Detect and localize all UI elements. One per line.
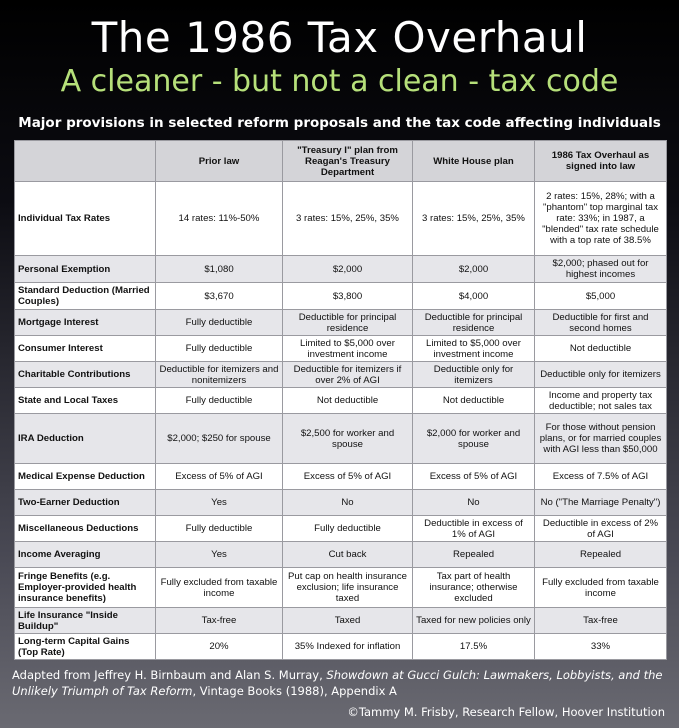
table-cell: Excess of 5% of AGI bbox=[283, 464, 413, 490]
table-cell: $1,080 bbox=[156, 256, 283, 283]
table-row bbox=[15, 256, 667, 283]
table-cell: Limited to $5,000 over investment income bbox=[413, 336, 535, 362]
table-cell: Fully deductible bbox=[156, 310, 283, 336]
table-cell: Excess of 7.5% of AGI bbox=[535, 464, 667, 490]
table-cell: $3,800 bbox=[283, 283, 413, 310]
table-cell: Deductible for itemizers and nonitemizers bbox=[156, 362, 283, 388]
table-header-row bbox=[15, 141, 667, 182]
table-cell: Not deductible bbox=[535, 336, 667, 362]
table-cell: $2,500 for worker and spouse bbox=[283, 414, 413, 464]
table-cell: 17.5% bbox=[413, 634, 535, 660]
table-cell: For those without pension plans, or for married couples with AGI less than $50,000 bbox=[535, 414, 667, 464]
table-cell: Taxed for new policies only bbox=[413, 608, 535, 634]
table-cell: Limited to $5,000 over investment income bbox=[283, 336, 413, 362]
table-row bbox=[15, 336, 667, 362]
row-label: Medical Expense Deduction bbox=[15, 464, 156, 490]
table-cell: Deductible in excess of 1% of AGI bbox=[413, 516, 535, 542]
table-cell: Tax part of health insurance; otherwise excluded bbox=[413, 568, 535, 608]
table-cell: 14 rates: 11%-50% bbox=[156, 182, 283, 256]
table-cell: Repealed bbox=[535, 542, 667, 568]
table-cell: $2,000 bbox=[283, 256, 413, 283]
table-cell: Deductible for first and second homes bbox=[535, 310, 667, 336]
table-cell: Deductible only for itemizers bbox=[535, 362, 667, 388]
copyright-notice: ©Tammy M. Frisby, Research Fellow, Hoover Institution bbox=[347, 705, 665, 719]
table-cell: Put cap on health insurance exclusion; life insurance taxed bbox=[283, 568, 413, 608]
column-header-1986-law: 1986 Tax Overhaul as signed into law bbox=[535, 141, 667, 182]
table-cell: Yes bbox=[156, 490, 283, 516]
source-suffix: , Vintage Books (1988), Appendix A bbox=[192, 684, 397, 698]
table-cell: $4,000 bbox=[413, 283, 535, 310]
table-cell: $2,000; $250 for spouse bbox=[156, 414, 283, 464]
table-cell: No bbox=[283, 490, 413, 516]
row-label: Two-Earner Deduction bbox=[15, 490, 156, 516]
row-label: Personal Exemption bbox=[15, 256, 156, 283]
table-caption: Major provisions in selected reform proposals and the tax code affecting individuals bbox=[18, 115, 661, 131]
table-cell: Deductible in excess of 2% of AGI bbox=[535, 516, 667, 542]
column-header-provision bbox=[15, 141, 156, 182]
table-row bbox=[15, 283, 667, 310]
table-row bbox=[15, 634, 667, 660]
table-cell: $2,000 for worker and spouse bbox=[413, 414, 535, 464]
row-label: Long-term Capital Gains (Top Rate) bbox=[15, 634, 156, 660]
table-cell: No ("The Marriage Penalty") bbox=[535, 490, 667, 516]
table-row bbox=[15, 182, 667, 256]
table-row bbox=[15, 490, 667, 516]
table-cell: 3 rates: 15%, 25%, 35% bbox=[283, 182, 413, 256]
page-subtitle: A cleaner - but not a clean - tax code bbox=[60, 64, 619, 99]
page-title: The 1986 Tax Overhaul bbox=[91, 13, 588, 62]
table-cell: $2,000; phased out for highest incomes bbox=[535, 256, 667, 283]
row-label: IRA Deduction bbox=[15, 414, 156, 464]
column-header-white-house-plan: White House plan bbox=[413, 141, 535, 182]
row-label: Consumer Interest bbox=[15, 336, 156, 362]
row-label: State and Local Taxes bbox=[15, 388, 156, 414]
table-cell: Excess of 5% of AGI bbox=[413, 464, 535, 490]
column-header-treasury-plan: "Treasury I" plan from Reagan's Treasury Department bbox=[283, 141, 413, 182]
table-cell: $3,670 bbox=[156, 283, 283, 310]
table-cell: Fully deductible bbox=[156, 516, 283, 542]
table-row bbox=[15, 608, 667, 634]
table-cell: 2 rates: 15%, 28%; with a "phantom" top marginal tax rate: 33%; in 1987, a "blended" tax rate schedule with a top rate of 38.5% bbox=[535, 182, 667, 256]
tax-provisions-table bbox=[14, 140, 667, 660]
table-cell: $5,000 bbox=[535, 283, 667, 310]
table-cell: Not deductible bbox=[283, 388, 413, 414]
row-label: Mortgage Interest bbox=[15, 310, 156, 336]
table-cell: Tax-free bbox=[156, 608, 283, 634]
table-row bbox=[15, 310, 667, 336]
table-cell: 20% bbox=[156, 634, 283, 660]
table-row bbox=[15, 516, 667, 542]
table-cell: Fully deductible bbox=[156, 388, 283, 414]
table-row bbox=[15, 568, 667, 608]
table-cell: Deductible only for itemizers bbox=[413, 362, 535, 388]
table-cell: No bbox=[413, 490, 535, 516]
table-cell: Cut back bbox=[283, 542, 413, 568]
row-label: Individual Tax Rates bbox=[15, 182, 156, 256]
table-row bbox=[15, 414, 667, 464]
table-cell: Fully excluded from taxable income bbox=[535, 568, 667, 608]
source-book-title: Showdown at Gucci Gulch: Lawmakers, Lobbyists, and the Unlikely Triumph of Tax Reform bbox=[12, 668, 663, 698]
row-label: Life Insurance "Inside Buildup" bbox=[15, 608, 156, 634]
row-label: Income Averaging bbox=[15, 542, 156, 568]
table-cell: Yes bbox=[156, 542, 283, 568]
table-cell: Repealed bbox=[413, 542, 535, 568]
source-citation bbox=[12, 667, 672, 699]
row-label: Standard Deduction (Married Couples) bbox=[15, 283, 156, 310]
table-row bbox=[15, 542, 667, 568]
table-cell: Income and property tax deductible; not sales tax bbox=[535, 388, 667, 414]
table-cell: 3 rates: 15%, 25%, 35% bbox=[413, 182, 535, 256]
table-cell: Fully deductible bbox=[156, 336, 283, 362]
table-cell: Tax-free bbox=[535, 608, 667, 634]
table-cell: $2,000 bbox=[413, 256, 535, 283]
table-cell: 33% bbox=[535, 634, 667, 660]
column-header-prior-law: Prior law bbox=[156, 141, 283, 182]
table-cell: 35% Indexed for inflation bbox=[283, 634, 413, 660]
table-row bbox=[15, 464, 667, 490]
row-label: Fringe Benefits (e.g. Employer-provided health insurance benefits) bbox=[15, 568, 156, 608]
table-cell: Excess of 5% of AGI bbox=[156, 464, 283, 490]
table-cell: Deductible for principal residence bbox=[283, 310, 413, 336]
table-cell: Not deductible bbox=[413, 388, 535, 414]
table-cell: Taxed bbox=[283, 608, 413, 634]
source-prefix: Adapted from Jeffrey H. Birnbaum and Alan S. Murray, bbox=[12, 668, 327, 682]
table-row bbox=[15, 388, 667, 414]
table-cell: Fully excluded from taxable income bbox=[156, 568, 283, 608]
table-cell: Fully deductible bbox=[283, 516, 413, 542]
table-cell: Deductible for principal residence bbox=[413, 310, 535, 336]
row-label: Miscellaneous Deductions bbox=[15, 516, 156, 542]
table-row bbox=[15, 362, 667, 388]
table-cell: Deductible for itemizers if over 2% of AGI bbox=[283, 362, 413, 388]
row-label: Charitable Contributions bbox=[15, 362, 156, 388]
